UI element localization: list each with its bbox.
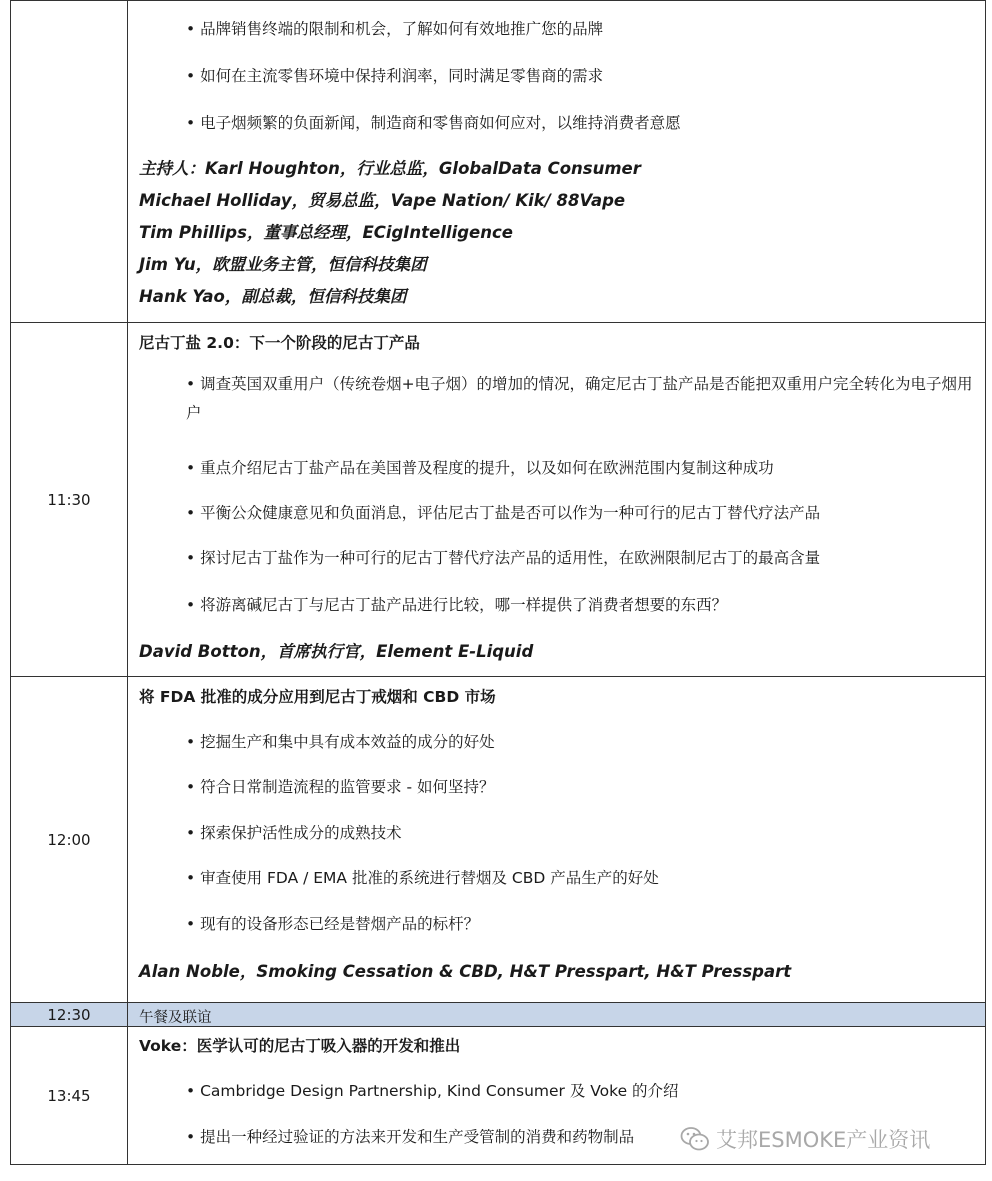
session-bullet: • 探索保护活性成分的成熟技术 [186,824,402,842]
session-bullet: • 现有的设备形态已经是替烟产品的标杆？ [186,915,480,933]
time-cell: 12:30 [11,1003,128,1026]
watermark-text: 艾邦ESMOKE产业资讯 [716,1128,931,1152]
wechat-icon [680,1126,710,1152]
session-bullet: • 品牌销售终端的限制和机会，了解如何有效地推广您的品牌 [186,20,604,38]
speaker-line: Hank Yao，副总裁，恒信科技集团 [139,287,407,306]
lunch-label: 午餐及联谊 [139,1010,212,1026]
schedule-row-1130 [10,322,986,676]
session-bullet: • Cambridge Design Partnership, Kind Consumer 及 Voke 的介绍 [186,1082,679,1100]
session-cell [128,677,985,1002]
time-cell: 13:45 [11,1027,128,1164]
time-cell [11,1,128,322]
session-title: 尼古丁盐 2.0：下一个阶段的尼古丁产品 [139,334,420,352]
speaker-line: 主持人：Karl Houghton，行业总监，GlobalData Consumer [139,159,641,178]
session-bullet: • 探讨尼古丁盐作为一种可行的尼古丁替代疗法产品的适用性，在欧洲限制尼古丁的最高含量 [186,549,821,567]
schedule-row-continued [10,0,986,322]
session-cell [128,323,985,676]
session-bullet: • 如何在主流零售环境中保持利润率，同时满足零售商的需求 [186,67,604,85]
speaker-line: David Botton，首席执行官，Element E-Liquid [139,642,534,661]
schedule-row-lunch [10,1002,986,1026]
session-bullet: • 电子烟频繁的负面新闻，制造商和零售商如何应对，以维持消费者意愿 [186,114,681,132]
speaker-line: Alan Noble，Smoking Cessation & CBD, H&T Presspart, H&T Presspart [139,962,792,981]
speaker-line: Tim Phillips，董事总经理，ECigIntelligence [139,223,513,242]
session-bullet: • 符合日常制造流程的监管要求 - 如何坚持？ [186,778,495,796]
session-cell [128,1003,985,1026]
schedule-row-1200 [10,676,986,1002]
session-bullet: • 平衡公众健康意见和负面消息，评估尼古丁盐是否可以作为一种可行的尼古丁替代疗法产品 [186,504,821,522]
session-bullet: • 将游离碱尼古丁与尼古丁盐产品进行比较，哪一样提供了消费者想要的东西？ [186,596,728,614]
speaker-line: Jim Yu，欧盟业务主管，恒信科技集团 [139,255,427,274]
session-bullet: • 重点介绍尼古丁盐产品在美国普及程度的提升，以及如何在欧洲范围内复制这种成功 [186,459,774,477]
session-title: 将 FDA 批准的成分应用到尼古丁戒烟和 CBD 市场 [139,688,496,706]
session-bullet: • 审查使用 FDA / EMA 批准的系统进行替烟及 CBD 产品生产的好处 [186,869,659,887]
speaker-line: Michael Holliday，贸易总监，Vape Nation/ Kik/ 88Vape [139,191,626,210]
time-cell: 12:00 [11,677,128,1002]
session-title: Voke：医学认可的尼古丁吸入器的开发和推出 [139,1037,461,1055]
schedule-table [10,0,986,1165]
session-bullet: • 提出一种经过验证的方法来开发和生产受管制的消费和药物制品 [186,1128,635,1146]
watermark [680,1124,930,1154]
time-cell: 11:30 [11,323,128,676]
session-bullet: • 调查英国双重用户（传统卷烟+电子烟）的增加的情况，确定尼古丁盐产品是否能把双重用户完全转化为电子烟用户 [186,375,973,422]
session-cell [128,1,985,322]
session-bullet: • 挖掘生产和集中具有成本效益的成分的好处 [186,733,495,751]
